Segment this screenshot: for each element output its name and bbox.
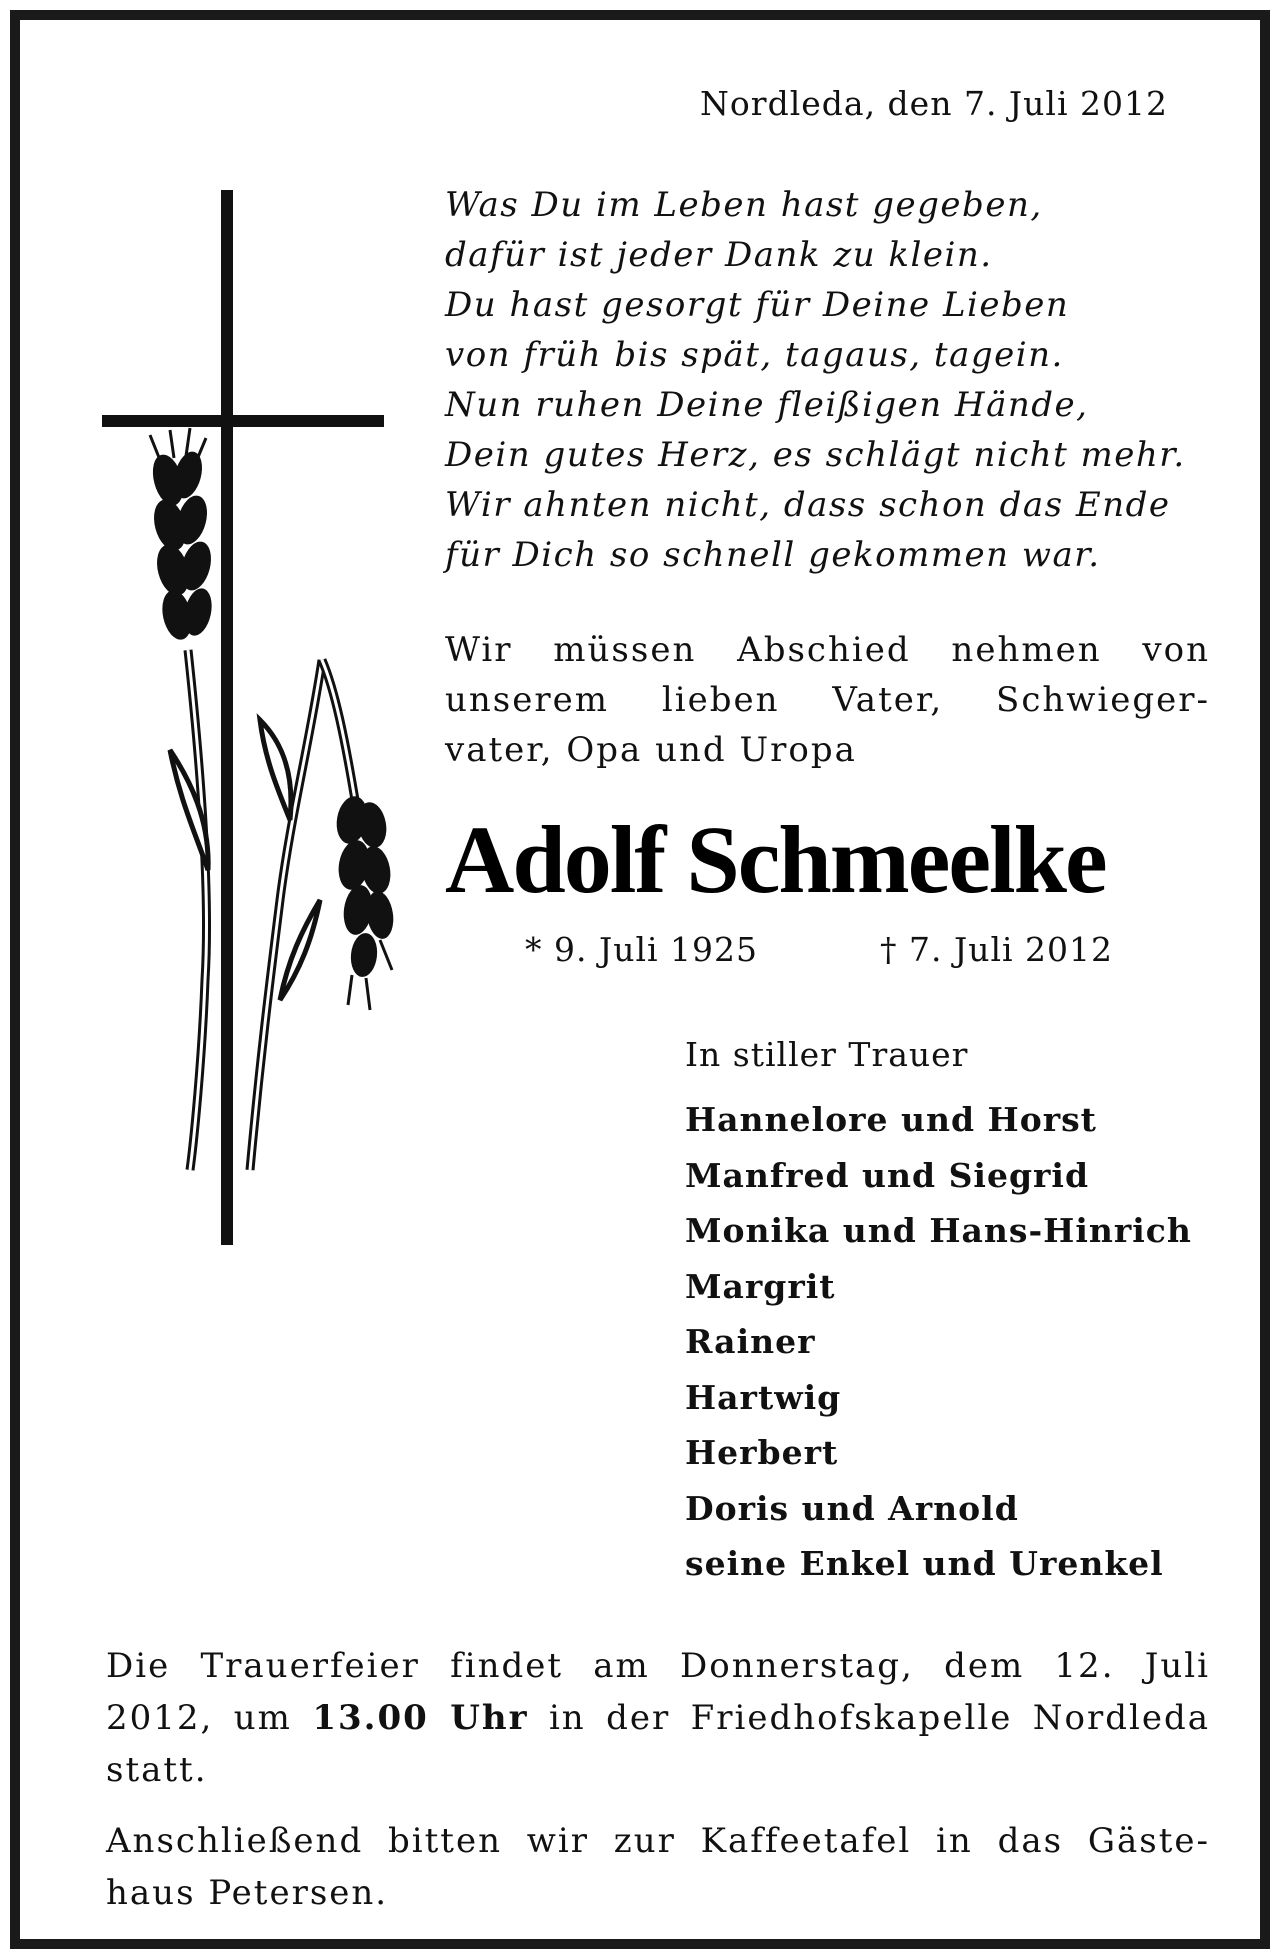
reception-notice bbox=[106, 1815, 1210, 1919]
mourners-intro: In stiller Trauer bbox=[685, 1035, 969, 1074]
mourner-name: Monika und Hans-Hinrich bbox=[685, 1211, 1192, 1250]
farewell-intro bbox=[445, 625, 1210, 775]
birth-date: * 9. Juli 1925 bbox=[525, 930, 759, 969]
service-line: Die Trauerfeier findet am Donnerstag, dem 12. Juli bbox=[106, 1646, 1210, 1686]
mourner-name: seine Enkel und Urenkel bbox=[685, 1544, 1164, 1583]
poem-line: Dein gutes Herz, es schlägt nicht mehr. bbox=[445, 435, 1186, 475]
mourner-name: Hartwig bbox=[685, 1377, 842, 1417]
service-time: 13.00 Uhr bbox=[312, 1698, 529, 1738]
service-location: in der Friedhofskapelle Nordleda bbox=[548, 1698, 1210, 1738]
mourner-name: Doris und Arnold bbox=[685, 1488, 1019, 1528]
poem-line: von früh bis spät, tagaus, tagein. bbox=[445, 335, 1064, 375]
intro-line: vater, Opa und Uropa bbox=[445, 730, 857, 770]
poem-line: Nun ruhen Deine fleißigen Hände, bbox=[445, 385, 1089, 425]
obituary-frame bbox=[10, 10, 1270, 1949]
poem bbox=[445, 180, 1215, 580]
mourner-name: Herbert bbox=[685, 1433, 839, 1472]
intro-line: unserem lieben Vater, Schwieger- bbox=[445, 680, 1210, 720]
mourners-block bbox=[685, 1035, 1225, 1592]
mourner-name: Margrit bbox=[685, 1266, 836, 1306]
poem-line: Was Du im Leben hast gegeben, bbox=[445, 185, 1043, 225]
service-line bbox=[106, 1692, 1210, 1744]
cross-with-wheat-icon bbox=[90, 180, 430, 1255]
mourners-list bbox=[685, 1092, 1225, 1592]
intro-line: Wir müssen Abschied nehmen von bbox=[445, 630, 1210, 670]
reception-line: haus Petersen. bbox=[106, 1873, 389, 1913]
reception-line: Anschließend bitten wir zur Kaffeetafel in das Gäste- bbox=[106, 1821, 1210, 1861]
service-line: statt. bbox=[106, 1750, 208, 1790]
funeral-service-notice bbox=[106, 1640, 1210, 1796]
mourner-name: Manfred und Siegrid bbox=[685, 1155, 1090, 1195]
poem-line: für Dich so schnell gekommen war. bbox=[445, 535, 1101, 575]
mourner-name: Rainer bbox=[685, 1322, 816, 1361]
deceased-name: Adolf Schmeelke bbox=[445, 806, 1106, 913]
mourner-name: Hannelore und Horst bbox=[685, 1100, 1097, 1139]
place-date: Nordleda, den 7. Juli 2012 bbox=[700, 84, 1168, 123]
poem-line: dafür ist jeder Dank zu klein. bbox=[445, 235, 993, 275]
service-year: 2012, um bbox=[106, 1698, 292, 1738]
death-date: † 7. Juli 2012 bbox=[880, 930, 1114, 969]
poem-line: Du hast gesorgt für Deine Lieben bbox=[445, 285, 1070, 325]
poem-line: Wir ahnten nicht, dass schon das Ende bbox=[445, 485, 1171, 525]
